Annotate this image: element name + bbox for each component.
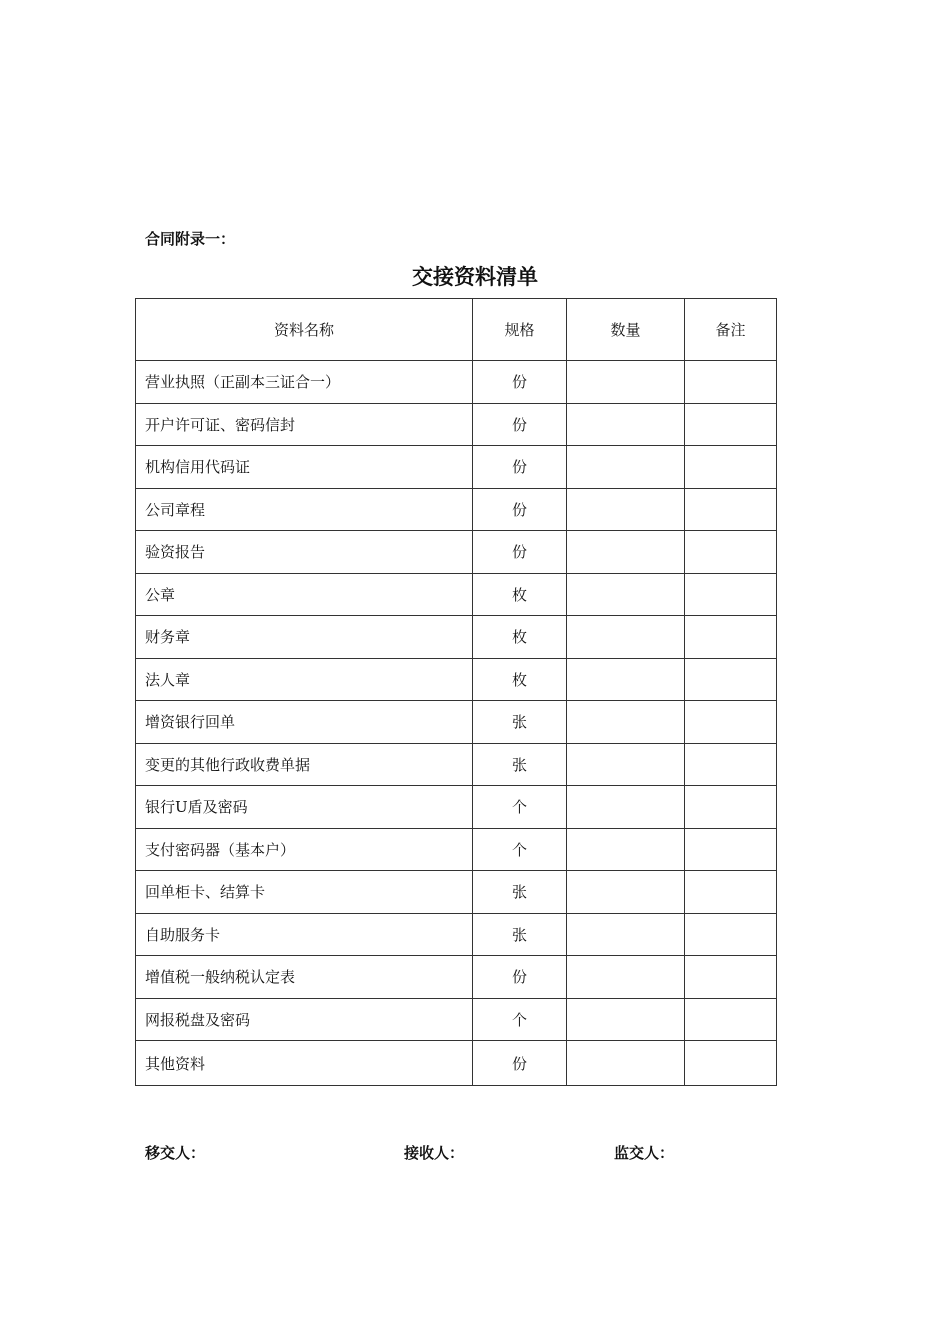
item-spec-cell: 份 [473, 531, 567, 574]
item-quantity-cell [567, 531, 685, 574]
item-remark-cell [685, 573, 777, 616]
item-spec-cell: 份 [473, 956, 567, 999]
item-spec-cell: 个 [473, 828, 567, 871]
item-remark-cell [685, 871, 777, 914]
table-row [136, 446, 777, 489]
item-quantity-cell [567, 701, 685, 744]
item-remark-cell [685, 531, 777, 574]
item-spec-cell: 份 [473, 1041, 567, 1086]
item-spec-cell: 张 [473, 701, 567, 744]
table-row [136, 488, 777, 531]
item-remark-cell [685, 616, 777, 659]
table-row [136, 956, 777, 999]
item-name-cell: 回单柜卡、结算卡 [136, 871, 473, 914]
item-remark-cell [685, 701, 777, 744]
item-quantity-cell [567, 998, 685, 1041]
item-spec-cell: 份 [473, 403, 567, 446]
item-name-cell: 增值税一般纳税认定表 [136, 956, 473, 999]
item-quantity-cell [567, 403, 685, 446]
item-name-cell: 公章 [136, 573, 473, 616]
item-quantity-cell [567, 743, 685, 786]
item-quantity-cell [567, 658, 685, 701]
table-row [136, 616, 777, 659]
item-remark-cell [685, 998, 777, 1041]
supervisor-signature-label: 监交人： [614, 1144, 675, 1162]
item-quantity-cell [567, 871, 685, 914]
item-spec-cell: 个 [473, 998, 567, 1041]
table-row [136, 361, 777, 404]
item-spec-cell: 枚 [473, 658, 567, 701]
document-title: 交接资料清单 [412, 265, 538, 289]
header-quantity: 数量 [567, 299, 685, 361]
item-quantity-cell [567, 786, 685, 829]
item-remark-cell [685, 361, 777, 404]
table-row [136, 913, 777, 956]
item-name-cell: 支付密码器（基本户） [136, 828, 473, 871]
item-name-cell: 法人章 [136, 658, 473, 701]
item-spec-cell: 张 [473, 913, 567, 956]
item-spec-cell: 个 [473, 786, 567, 829]
table-row [136, 828, 777, 871]
table-header-row [136, 299, 777, 361]
table-row [136, 403, 777, 446]
item-remark-cell [685, 956, 777, 999]
item-name-cell: 变更的其他行政收费单据 [136, 743, 473, 786]
item-spec-cell: 份 [473, 446, 567, 489]
item-remark-cell [685, 828, 777, 871]
transferor-signature-label: 移交人： [145, 1144, 206, 1162]
table-row [136, 871, 777, 914]
item-name-cell: 自助服务卡 [136, 913, 473, 956]
item-quantity-cell [567, 828, 685, 871]
item-spec-cell: 枚 [473, 616, 567, 659]
item-name-cell: 银行U盾及密码 [136, 786, 473, 829]
receiver-signature-label: 接收人： [404, 1144, 465, 1162]
item-quantity-cell [567, 446, 685, 489]
item-name-cell: 增资银行回单 [136, 701, 473, 744]
item-remark-cell [685, 488, 777, 531]
item-name-cell: 开户许可证、密码信封 [136, 403, 473, 446]
item-spec-cell: 枚 [473, 573, 567, 616]
table-row [136, 573, 777, 616]
item-quantity-cell [567, 573, 685, 616]
item-quantity-cell [567, 913, 685, 956]
header-remark: 备注 [685, 299, 777, 361]
table-body [136, 361, 777, 1086]
item-remark-cell [685, 786, 777, 829]
item-name-cell: 网报税盘及密码 [136, 998, 473, 1041]
item-name-cell: 财务章 [136, 616, 473, 659]
table-row [136, 658, 777, 701]
item-remark-cell [685, 913, 777, 956]
table-row [136, 786, 777, 829]
table-row [136, 701, 777, 744]
table-row [136, 743, 777, 786]
item-spec-cell: 张 [473, 871, 567, 914]
item-quantity-cell [567, 616, 685, 659]
item-remark-cell [685, 446, 777, 489]
item-name-cell: 验资报告 [136, 531, 473, 574]
item-quantity-cell [567, 956, 685, 999]
item-name-cell: 其他资料 [136, 1041, 473, 1086]
header-spec: 规格 [473, 299, 567, 361]
item-name-cell: 营业执照（正副本三证合一） [136, 361, 473, 404]
item-quantity-cell [567, 488, 685, 531]
item-remark-cell [685, 403, 777, 446]
item-name-cell: 公司章程 [136, 488, 473, 531]
table-row [136, 1041, 777, 1086]
appendix-label: 合同附录一： [145, 230, 236, 248]
handover-table [135, 298, 777, 1086]
item-quantity-cell [567, 1041, 685, 1086]
item-remark-cell [685, 658, 777, 701]
item-remark-cell [685, 1041, 777, 1086]
table-row [136, 531, 777, 574]
item-spec-cell: 份 [473, 488, 567, 531]
item-remark-cell [685, 743, 777, 786]
item-spec-cell: 份 [473, 361, 567, 404]
item-quantity-cell [567, 361, 685, 404]
table-row [136, 998, 777, 1041]
signature-line [0, 1142, 950, 1166]
header-name: 资料名称 [136, 299, 473, 361]
item-name-cell: 机构信用代码证 [136, 446, 473, 489]
item-spec-cell: 张 [473, 743, 567, 786]
